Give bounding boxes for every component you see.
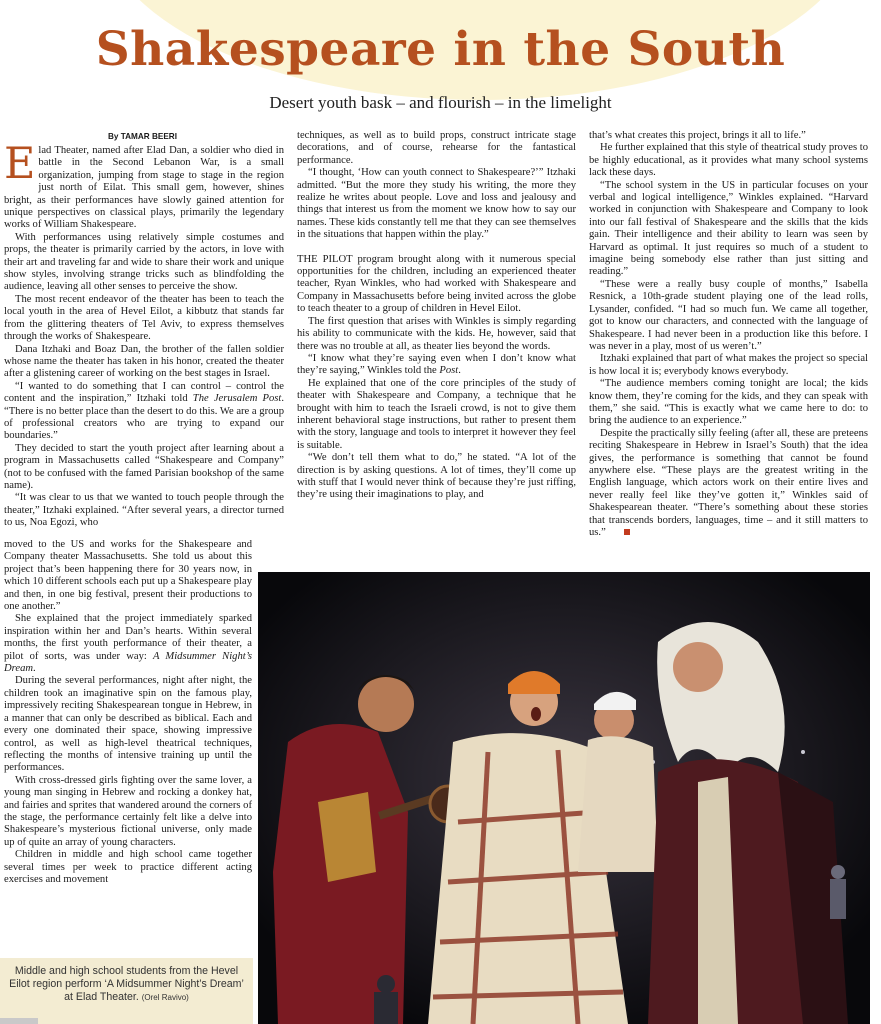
paragraph: He explained that one of the core principles of the study of theater with Shakespeare and Company, a technique that he brought with him to teach the Israeli crowd, is not to give them inherent behavioral stage instructions, but rather to present them with the story, language and tools to interpret it however they feel is suitable. xyxy=(297,377,576,451)
paragraph: “It was clear to us that we wanted to touch people through the theater,” Itzhaki explained. “After several years, a director turned to us, Noa Egozi, who xyxy=(4,492,284,529)
drop-cap: E xyxy=(4,139,36,189)
section-paragraph: THE PILOT program brought along with it numerous special opportunities for the children, including an experienced theater teacher, Ryan Winkles, who had worked with Shakespeare and Company in Massachusetts before being invited across the globe to teach theater to a group of children in Hevel Eilot. xyxy=(297,253,576,315)
paragraph: “The audience members coming tonight are local; the kids know them, they’re coming for the kids, and they can speak with them,” she said. “This is exactly what we came here to do: to bring the audience to an experience.” xyxy=(589,378,868,427)
publication-name: The Jerusalem Post xyxy=(192,393,282,405)
paragraph: Dana Itzhaki and Boaz Dan, the brother of the fallen soldier whose name the theater has taken in his honor, created the theater after a glistening career of working on the best stages in Israel. xyxy=(4,343,284,380)
paragraph: They decided to start the youth project after learning about a program in Massachusetts called “Shakespeare and Company” (not to be confused with the famed Parisian bookshop of the same name). xyxy=(4,442,284,491)
paragraph: “I thought, ‘How can youth connect to Shakespeare?’” Itzhaki admitted. “But the more they study his writing, the more they realize he writes about people. Love and loss and jealousy and things that interest us from the moment we know how to say our names. These kids constantly tell me that they can see themselves in the situations that happen within the play.” xyxy=(297,167,576,241)
play-title: A Midsummer Night’s Dream xyxy=(4,650,252,675)
paragraph: “We don’t tell them what to do,” he stated. “A lot of the direction is by asking questions. A lot of times, they’ll come up with stuff that I would never think of because they’re just riffing, they’re using their imaginations to play, and xyxy=(297,452,576,501)
paragraph: “I wanted to do something that I can control – control the content and the inspiration,” Itzhaki told The Jerusalem Post. “There is no better place than the desert to do this. We are a group of professional creators who are trying to expand our boundaries.” xyxy=(4,380,284,442)
paragraph: Elad Theater, named after Elad Dan, a soldier who died in battle in the Second Lebanon War, is a small organization, jumping from stage to stage in the region just north of Eilat. This small gem, however, shines bright, as their performances have slowly gained attention for unique perspectives on classical plays, primarily the legendary works of William Shakespeare. xyxy=(4,139,284,231)
paragraph: moved to the US and works for the Shakespeare and Company theater Massachusetts. She told us about this project that’s been happening there for 30 years now, in which 10 different schools each put up a Shakespeare play and then, in one big festival, present their productions to one another.” xyxy=(4,539,252,613)
paragraph: “These were a really busy couple of months,” Isabella Resnick, a 10th-grade student playing one of the lead rolls, Lysander, confided. “I had so much fun. We came all together, got to know our characters, and connected with the language of Shakespeare. I had never been in a production like this before. I was never in a play, most of us weren’t.” xyxy=(589,278,868,352)
deck: Desert youth bask – and flourish – in the limelight xyxy=(269,93,612,112)
paragraph: that’s what creates this project, brings it all to life.” xyxy=(589,130,806,141)
headline: Shakespeare in the South xyxy=(95,22,786,77)
photo-credit: (Orel Ravivo) xyxy=(141,993,189,1002)
paragraph: With cross-dressed girls fighting over the same lover, a young man singing in Hebrew and rocking a donkey hat, and fairies and sprites that wandered around the corners of the stage, the performance certainly felt like a delve into Shakespeare’s mysterious fictional universe, only made up of quite an array of young characters. xyxy=(4,774,252,848)
page-edge-tab xyxy=(0,1018,38,1024)
paragraph: techniques, as well as to build props, construct intricate stage decorations, and of course, rehearse for the fantastical performance. xyxy=(297,130,576,166)
performance-photo xyxy=(258,572,870,1024)
end-of-article-mark xyxy=(624,529,630,535)
paragraph: With performances using relatively simple costumes and props, the theater is primarily carried by the actors, in love with their art and traveling far and wide to share their work and unique show styles, involving strange tricks such as blindfolding the audience, leaving all other senses to perceive the show. xyxy=(4,231,284,293)
stage-illustration xyxy=(258,572,870,1024)
byline: By TAMAR BEERI xyxy=(108,132,177,141)
paragraph: “The school system in the US in particular focuses on your verbal and logical intelligence,” Winkles explained. “Harvard worked in conjunction with Shakespeare and Company to look into our fall festival of Shakespeare and the skills that the kids gain. Their intelligence and their ability to learn was seen by Harvard as optimal. It just requires so much of a student to imagine being somebody else rather than just sitting and reading.” xyxy=(589,179,868,278)
paragraph: He further explained that this style of theatrical study proves to be highly educational, as it provides what many school systems lack these days. xyxy=(589,142,868,179)
paragraph: The most recent endeavor of the theater has been to teach the local youth in the area of Hevel Eilot, a kibbutz that stands far from the glittering theaters of Tel Aviv, to express themselves through the works of Shakespeare. xyxy=(4,293,284,343)
article-column-2 xyxy=(297,130,576,502)
article-column-1 xyxy=(4,130,284,530)
article-column-3 xyxy=(589,130,868,539)
paragraph: Children in middle and high school came together several times per week to practice different acting exercises and movement xyxy=(4,849,252,885)
paragraph: The first question that arises with Winkles is simply regarding his ability to communicate with the kids. He, however, said that there was no trouble at all, as theater lies beyond the words. xyxy=(297,315,576,352)
paragraph: She explained that the project immediately sparked inspiration within her and Dan’s hearts. Within several months, the first youth performance of their theater, a pilot of sorts, was under way: A Midsummer Night’s Dream. xyxy=(4,613,252,675)
paragraph: Despite the practically silly feeling (after all, these are preteens reciting Shakespeare in Hebrew in Israel’s South) that the idea gives, the performance is something that cannot be found anywhere else. “These plays are the greatest writing in the English language, which actors work on their entire lives and never really feel like they’ve gotten it,” Winkles said of Shakespearean theater. “There’s something about these stories that transcends borders, languages, time – and it still matters to us.” xyxy=(589,427,868,538)
caption-text: Middle and high school students from the Hevel Eilot region perform ‘A Midsummer Night’s Dream’ at Elad Theater. xyxy=(9,965,244,1003)
publication-name: Post xyxy=(439,365,459,377)
paragraph: “I know what they’re saying even when I don’t know what they’re saying,” Winkles told the Post. xyxy=(297,352,576,377)
photo-caption xyxy=(0,958,253,1024)
paragraph: During the several performances, night after night, the children took an imaginative spin on the famous play, impressively reciting Shakespearean tongue in Hebrew, in a manner that can only be described as biblical. Each and every one dominated their space, showing impressive control, as well as high-level theatrical techniques, reflecting the months of intensive training up until the performances. xyxy=(4,675,252,774)
article-column-1-lower xyxy=(4,539,252,886)
paragraph: Itzhaki explained that part of what makes the project so special is how local it is; everybody knows everybody. xyxy=(589,353,868,377)
